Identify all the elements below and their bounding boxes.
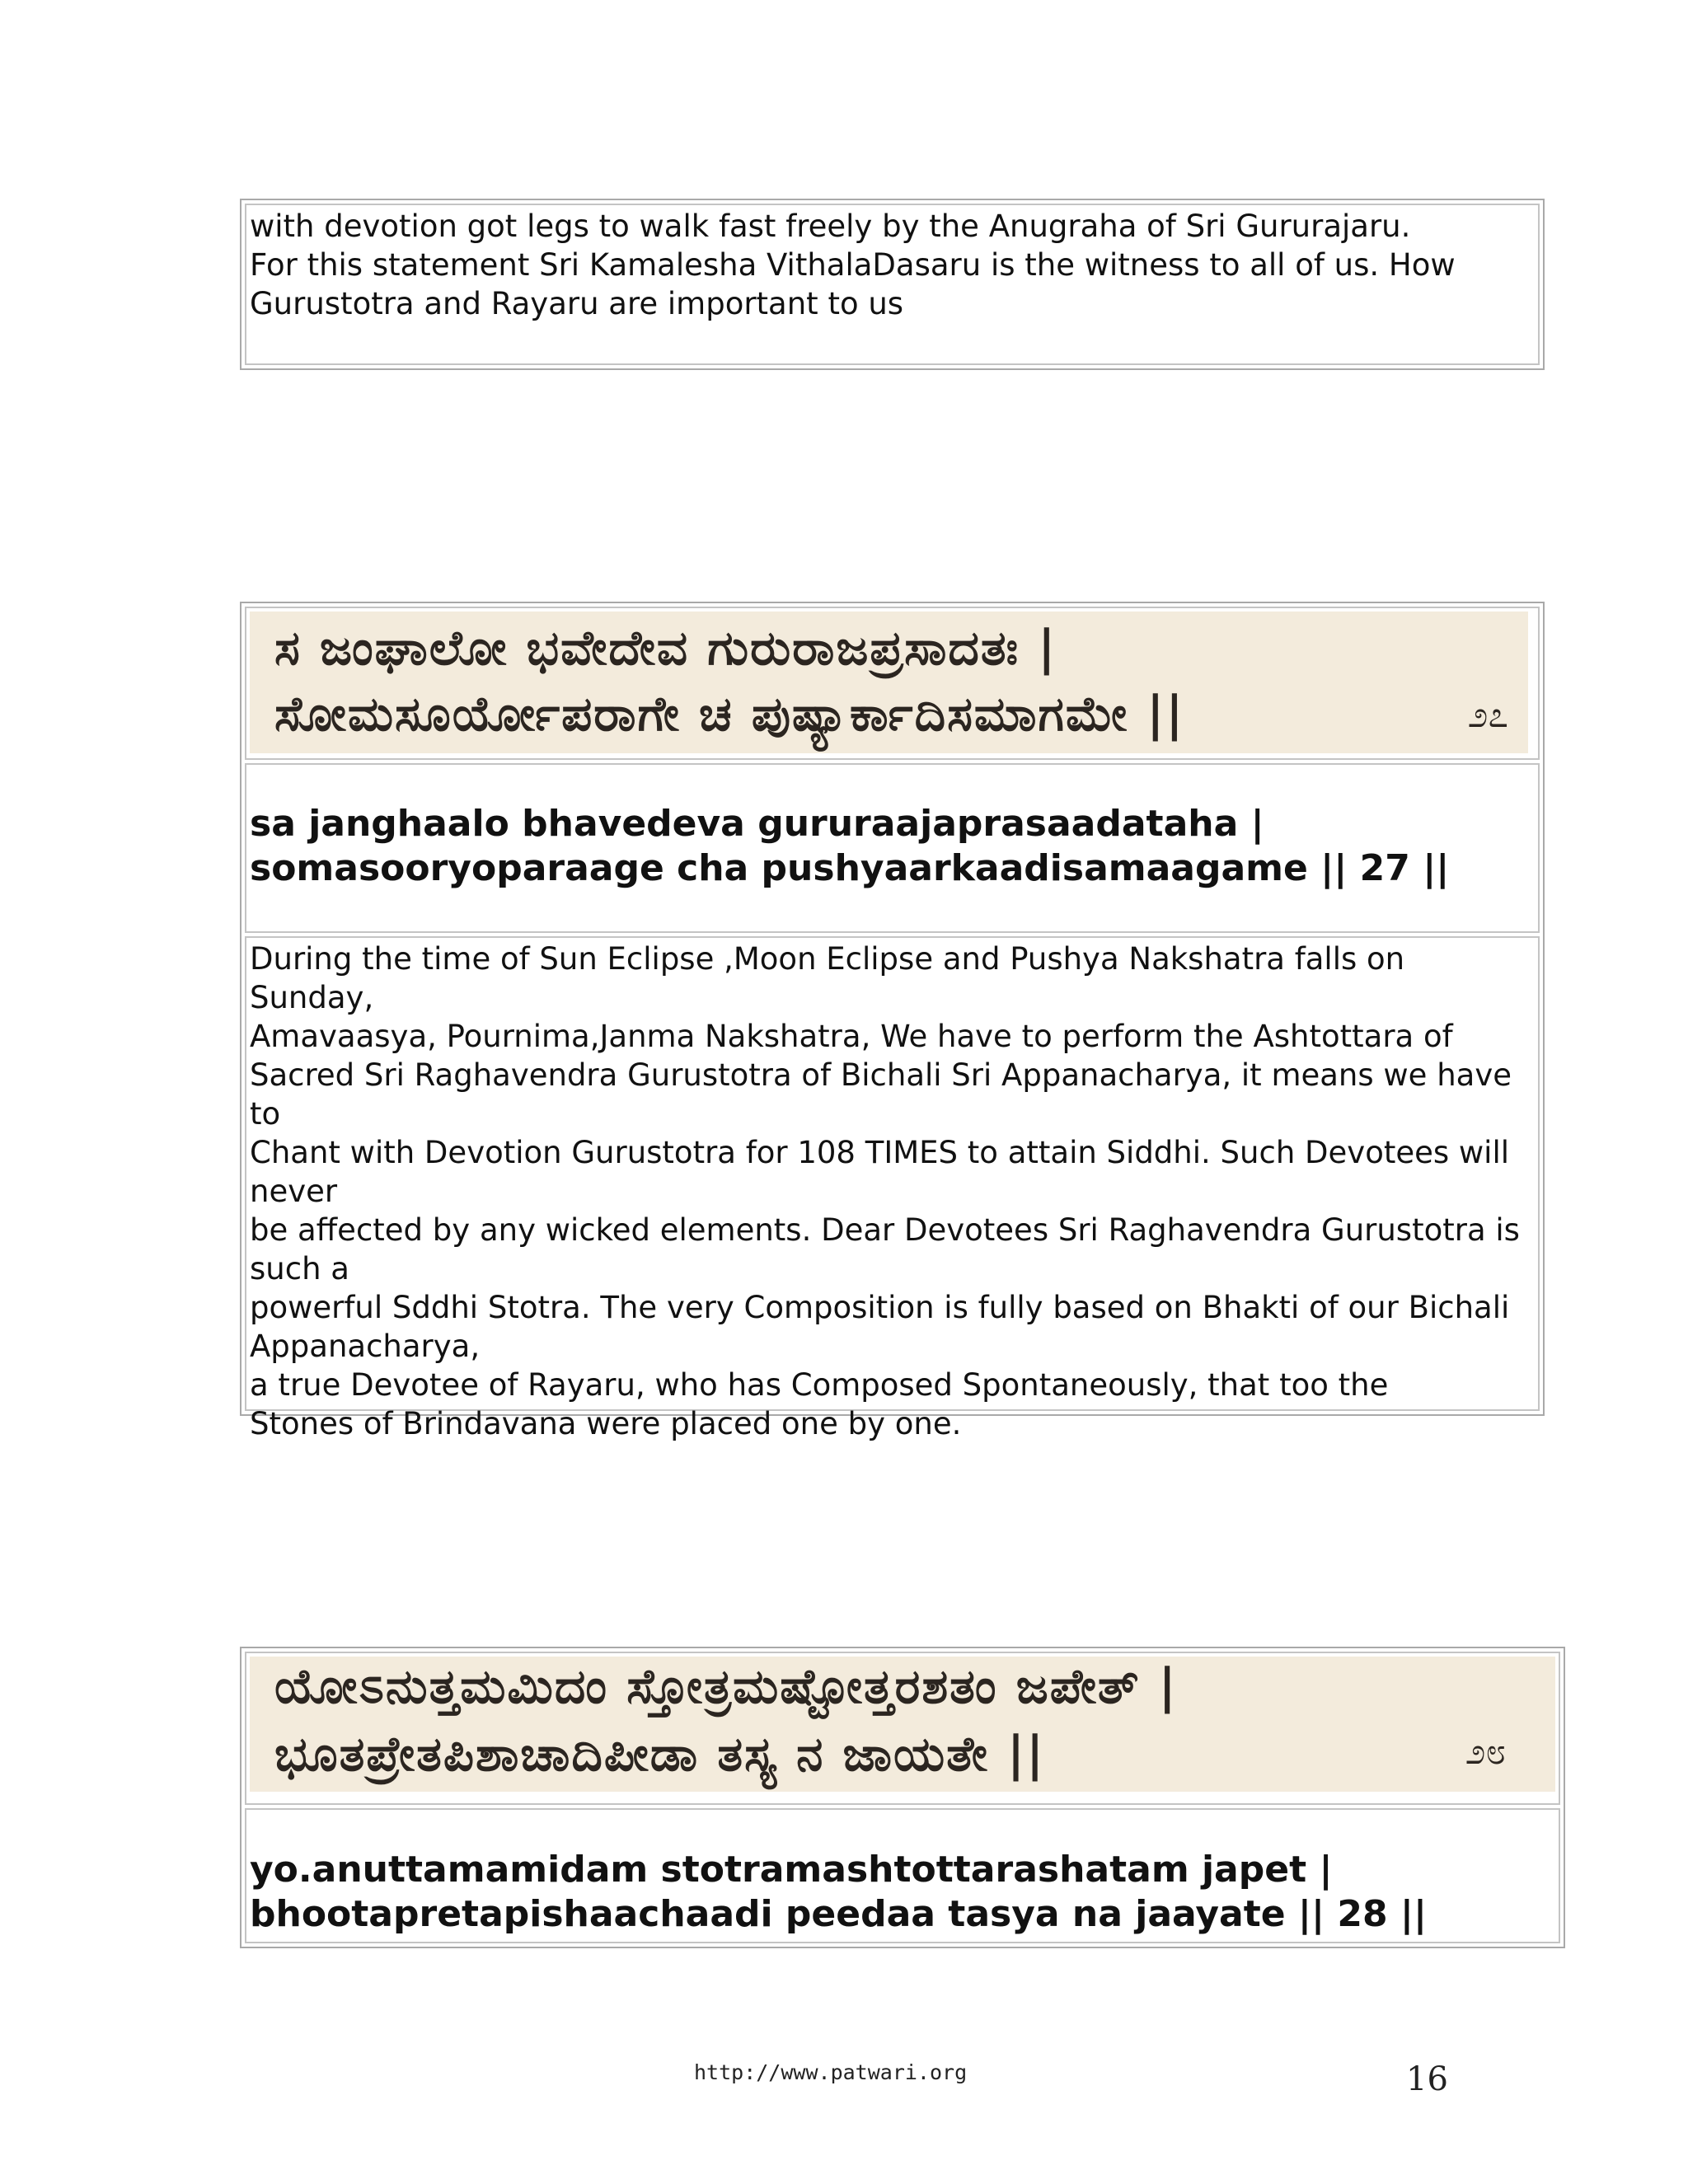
continuation-paragraph: with devotion got legs to walk fast freely by the Anugraha of Sri Gururajaru. For this statement Sri Kamalesha VithalaDasaru is the witness to all of us. How Gurustotra and Rayaru are important to us (250, 209, 1456, 321)
verse-27-kannada-line-2: ಸೋಮಸೂರ್ಯೋಪರಾಗೇ ಚ ಪುಷ್ಯಾರ್ಕಾದಿಸಮಾಗಮೇ || (274, 686, 1185, 742)
verse-27-kannada-scan (250, 612, 1528, 753)
verse-28-kannada-number: ೨೮ (1465, 1731, 1506, 1773)
verse-27-box (240, 602, 1545, 1441)
verse-28-kannada-scan (250, 1657, 1555, 1792)
verse-27-description-cell (245, 936, 1540, 1441)
page-number: 16 (1406, 2060, 1448, 2098)
verse-27-scan-cell (245, 607, 1540, 760)
verse-27-kannada-line-1: ಸ ಜಂಘಾಲೋ ಭವೇದೇವ ಗುರುರಾಜಪ್ರಸಾದತಃ | (274, 620, 1057, 676)
verse-28-transliteration: yo.anuttamamidam stotramashtottarashatam japet | bhootapretapishaachaadi peedaa tasya na jaayate || 28 || (250, 1849, 1428, 1935)
footer-url: http://www.patwari.org (694, 2060, 968, 2084)
continuation-text-cell (245, 204, 1540, 365)
continuation-text-box (240, 199, 1545, 370)
verse-27-transliteration-cell (245, 763, 1540, 933)
verse-27-transliteration: sa janghaalo bhavedeva gururaajaprasaadataha | somasooryoparaage cha pushyaarkaadisamaagame || 27 || (250, 803, 1450, 889)
verse-27-kannada-number: ೨೭ (1467, 694, 1508, 736)
verse-28-scan-cell (245, 1652, 1560, 1805)
verse-28-transliteration-cell (245, 1808, 1560, 1943)
verse-28-kannada-line-1: ಯೋಽನುತ್ತಮಮಿದಂ ಸ್ತೋತ್ರಮಷ್ಟೋತ್ತರಶತಂ ಜಪೇತ್ | (274, 1658, 1178, 1714)
verse-28-kannada-line-2: ಭೂತಪ್ರೇತಪಿಶಾಚಾದಿಪೀಡಾ ತಸ್ಯ ನ ಜಾಯತೇ || (274, 1726, 1046, 1782)
verse-27-description: During the time of Sun Eclipse ,Moon Eclipse and Pushya Nakshatra falls on Sunday, Amavaasya, Pournima,Janma Nakshatra, We have to perform the Ashtottara of Sacred Sri Raghavendra Gurustotra of Bichali Sri Appanacharya, it means we have to Chant with Devotion Gurustotra for 108 TIMES to attain Siddhi. Such Devotees will never be affected by any wicked elements. Dear Devotees Sri Raghavendra Gurustotra is such a powerful Sddhi Stotra. The very Composition is fully based on Bhakti of our Bichali Appanacharya, a true Devotee of Rayaru, who has Composed Spontaneously, that too the Stones of Brindavana were placed one by one. (250, 941, 1520, 1441)
verse-28-box (240, 1647, 1565, 1948)
